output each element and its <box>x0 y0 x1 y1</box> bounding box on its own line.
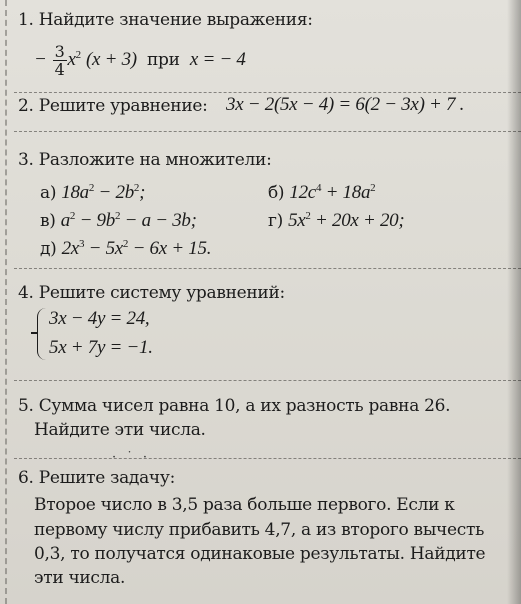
item-a-label: а) <box>40 183 57 203</box>
item-v-term1: a <box>60 210 70 231</box>
item-g-term2: + 20x + 20; <box>310 210 405 231</box>
task-3-item-v <box>40 206 197 231</box>
item-b-exp2: 2 <box>370 182 376 194</box>
task-6-line-2: первому числу прибавить 4,7, а из второго вычесть <box>34 520 485 540</box>
item-v-exp1: 2 <box>69 210 76 222</box>
item-v-exp2: 2 <box>114 210 121 222</box>
item-d-term1: 2x <box>61 238 79 259</box>
system-brace <box>37 308 46 360</box>
item-a-end: ; <box>139 182 146 203</box>
task-3-item-a <box>40 178 145 203</box>
task-3-heading: 3. Разложите на множители: <box>18 150 272 170</box>
pencil-scribble: · ˙ · <box>112 450 151 465</box>
task-1-sign: − <box>34 49 47 70</box>
task-4-equation-1: 3x − 4y = 24, <box>49 308 150 329</box>
divider <box>14 131 521 132</box>
task-3-item-d <box>40 234 211 259</box>
item-b-exp1: 4 <box>315 182 322 194</box>
item-g-exp1: 2 <box>305 210 311 222</box>
item-b-label: б) <box>268 183 285 203</box>
item-v-label: в) <box>40 211 56 231</box>
task-1-heading: 1. Найдите значение выражения: <box>18 10 313 30</box>
task-1-exp: 2 <box>75 49 81 61</box>
item-a-term2: − 2b <box>94 182 134 203</box>
task-2-heading: 2. Решите уравнение: <box>18 96 208 116</box>
task-6-line-1: Второе число в 3,5 раза больше первого. Если к <box>34 495 455 515</box>
task-5-line-2: Найдите эти числа. <box>34 420 206 440</box>
task-1-tail: (x + 3) <box>85 49 137 70</box>
item-a-exp1: 2 <box>88 182 95 194</box>
item-d-label: д) <box>40 239 57 259</box>
task-1-fraction <box>53 43 67 78</box>
task-1-var: x <box>67 49 76 70</box>
task-1-fraction-numerator: 3 <box>54 42 65 61</box>
item-g-label: г) <box>268 211 283 231</box>
item-a-term1: 18a <box>61 182 89 203</box>
item-d-exp1: 3 <box>78 238 85 250</box>
task-6-line-4: эти числа. <box>34 568 126 588</box>
item-a-exp2: 2 <box>133 182 140 194</box>
divider <box>14 458 521 459</box>
item-v-term2: − 9b <box>75 210 115 231</box>
divider <box>14 268 521 269</box>
divider <box>14 380 521 381</box>
task-6-line-3: 0,3, то получатся одинаковые результаты. Найдите <box>34 544 486 564</box>
task-6-heading: 6. Решите задачу: <box>18 468 176 488</box>
task-4-equation-2: 5x + 7y = −1. <box>49 337 153 358</box>
divider <box>14 92 521 93</box>
task-5-heading: 5. Сумма чисел равна 10, а их разность равна 26. <box>18 396 451 416</box>
task-4-heading: 4. Решите систему уравнений: <box>18 283 285 303</box>
task-3-item-b <box>268 178 375 203</box>
task-1-condition-word: при <box>147 50 180 70</box>
item-g-term1: 5x <box>288 210 306 231</box>
task-1-condition: x = − 4 <box>189 49 246 70</box>
item-d-exp2: 2 <box>122 238 129 250</box>
task-1-expression <box>34 43 246 78</box>
item-v-term3: − a − 3b; <box>120 210 197 231</box>
item-b-term2: + 18a <box>321 182 371 203</box>
item-b-term1: 12c <box>289 182 316 203</box>
task-1-fraction-denominator: 4 <box>54 60 65 79</box>
item-d-term3: − 6x + 15. <box>128 238 212 259</box>
task-3-item-g <box>268 206 404 231</box>
item-d-term2: − 5x <box>84 238 123 259</box>
task-2-equation: 3x − 2(5x − 4) = 6(2 − 3x) + 7 . <box>226 94 465 115</box>
margin-dashed-line <box>5 0 7 604</box>
